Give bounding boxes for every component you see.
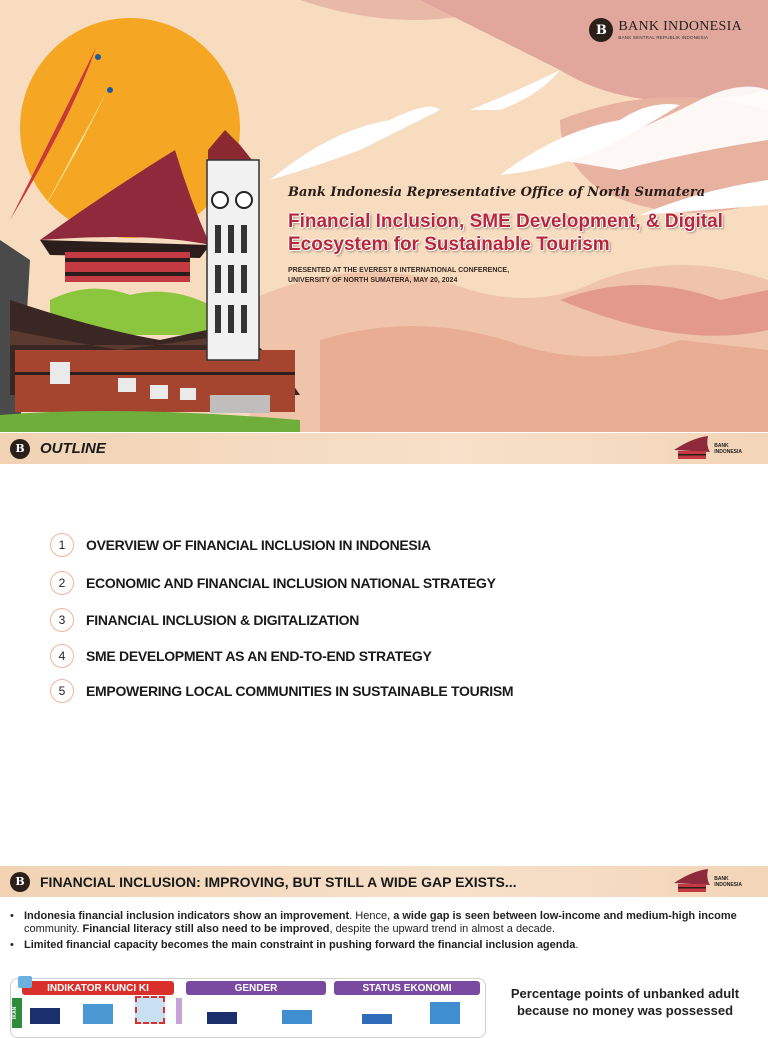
unbanked-line1: Percentage points of unbanked adult [510,986,740,1001]
outline-item [50,571,496,595]
outline-header-bar [0,433,768,464]
bank-indonesia-logo [589,18,742,42]
clock-face [236,192,252,208]
house-trim [65,258,190,262]
cover-presented-line2: UNIVERSITY OF NORTH SUMATERA, MAY 20, 2024 [288,277,458,284]
cloud [470,70,560,110]
window [180,388,196,400]
outline-label: SME DEVELOPMENT AS AN END-TO-END STRATEGY [86,648,432,664]
tower-window [228,305,234,333]
house-wall [65,252,190,282]
bullet-text: , despite the upward trend in almost a decade. [329,923,556,935]
bullet-item [8,939,753,952]
cover-title [288,210,748,256]
tower-window [241,225,247,253]
outline-item [50,533,431,557]
cover-slide [0,0,768,432]
traditional-house-icon [672,436,712,462]
tower-window [215,265,221,293]
chart-divider [176,998,182,1024]
window [50,362,70,384]
flag-tip [95,54,101,60]
tower-window [215,305,221,333]
tab-gender: GENDER [186,981,326,995]
side-label: IKAN [12,998,22,1028]
chart-bar [362,1014,392,1024]
tower-window [241,305,247,333]
tab-indikator-kunci: INDIKATOR KUNCI KI [22,981,174,995]
chart-bar [83,1004,113,1024]
tower-window [228,265,234,293]
bullet-text: Financial literacy still also need to be improved [82,923,330,935]
clock-face [212,192,228,208]
cover-office: Bank Indonesia Representative Office of North Sumatera [288,185,706,200]
chart-logo-icon [18,976,32,988]
traditional-house-icon [672,869,712,895]
bi-logo-name: BANK INDONESIA [618,18,742,34]
bullet-text: a wide gap is seen between low-income and medium-high income [393,910,737,922]
outline-item [50,608,359,632]
outline-title: OUTLINE [40,440,106,457]
cloud [270,107,440,180]
outline-item [50,679,513,703]
bi-logo-subtitle: BANK SENTRAL REPUBLIK INDONESIA [618,34,709,40]
porch [210,395,270,413]
cover-presented [288,266,509,286]
bullet-text: . Hence, [349,910,394,922]
small-logo-line1: BANK [714,876,729,882]
small-logo-line2: INDONESIA [714,882,742,888]
small-logo-line2: INDONESIA [714,449,742,455]
small-bi-logo [672,869,742,895]
chart-bar [30,1008,60,1024]
bi-monogram-icon: B [10,439,30,459]
chart-bar [135,996,165,1024]
unbanked-line2: because no money was possessed [516,1003,734,1018]
outline-label: ECONOMIC AND FINANCIAL INCLUSION NATIONAL STRATEGY [86,575,496,591]
bullet-text: Indonesia financial inclusion indicators show an improvement [24,910,350,922]
bi-monogram-icon: B [589,18,613,42]
bullet-text: community. [24,923,83,935]
slide3-title: FINANCIAL INCLUSION: IMPROVING, BUT STILL A WIDE GAP EXISTS... [40,873,517,890]
outline-item [50,644,432,668]
outline-label: FINANCIAL INCLUSION & DIGITALIZATION [86,612,360,628]
outline-number: 5 [50,679,74,703]
slide3-bullets [8,910,753,955]
bullet-text: . [575,939,579,951]
chart-bar [207,1012,237,1024]
window [118,378,136,392]
tower-window [228,225,234,253]
bullet-item [8,910,753,936]
flag-tip [107,87,113,93]
bi-monogram-icon: B [10,872,30,892]
unbanked-caption [505,985,745,1019]
outline-number: 2 [50,571,74,595]
small-bi-logo [672,436,742,462]
chart-bar [430,1002,460,1024]
outline-label: OVERVIEW OF FINANCIAL INCLUSION IN INDONESIA [86,537,431,553]
outline-number: 3 [50,608,74,632]
house-trim [65,272,190,276]
small-logo-line1: BANK [714,443,729,449]
outline-number: 4 [50,644,74,668]
chart-bar [282,1010,312,1024]
cover-presented-line1: PRESENTED AT THE EVEREST 8 INTERNATIONAL CONFERENCE, [288,267,510,274]
cover-title-line2: Ecosystem for Sustainable Tourism [288,234,610,255]
tower-window [215,225,221,253]
bullet-text: Limited financial capacity becomes the main constraint in pushing forward the financial inclusion agenda [24,939,576,951]
cloud-band [420,0,768,101]
outline-number: 1 [50,533,74,557]
window [150,385,168,399]
slide3-header-bar [0,866,768,897]
cover-title-line1: Financial Inclusion, SME Development, & Digital [288,211,723,232]
tower-window [241,265,247,293]
tab-status-ekonomi: STATUS EKONOMI [334,981,480,995]
outline-label: EMPOWERING LOCAL COMMUNITIES IN SUSTAINABLE TOURISM [86,683,514,699]
